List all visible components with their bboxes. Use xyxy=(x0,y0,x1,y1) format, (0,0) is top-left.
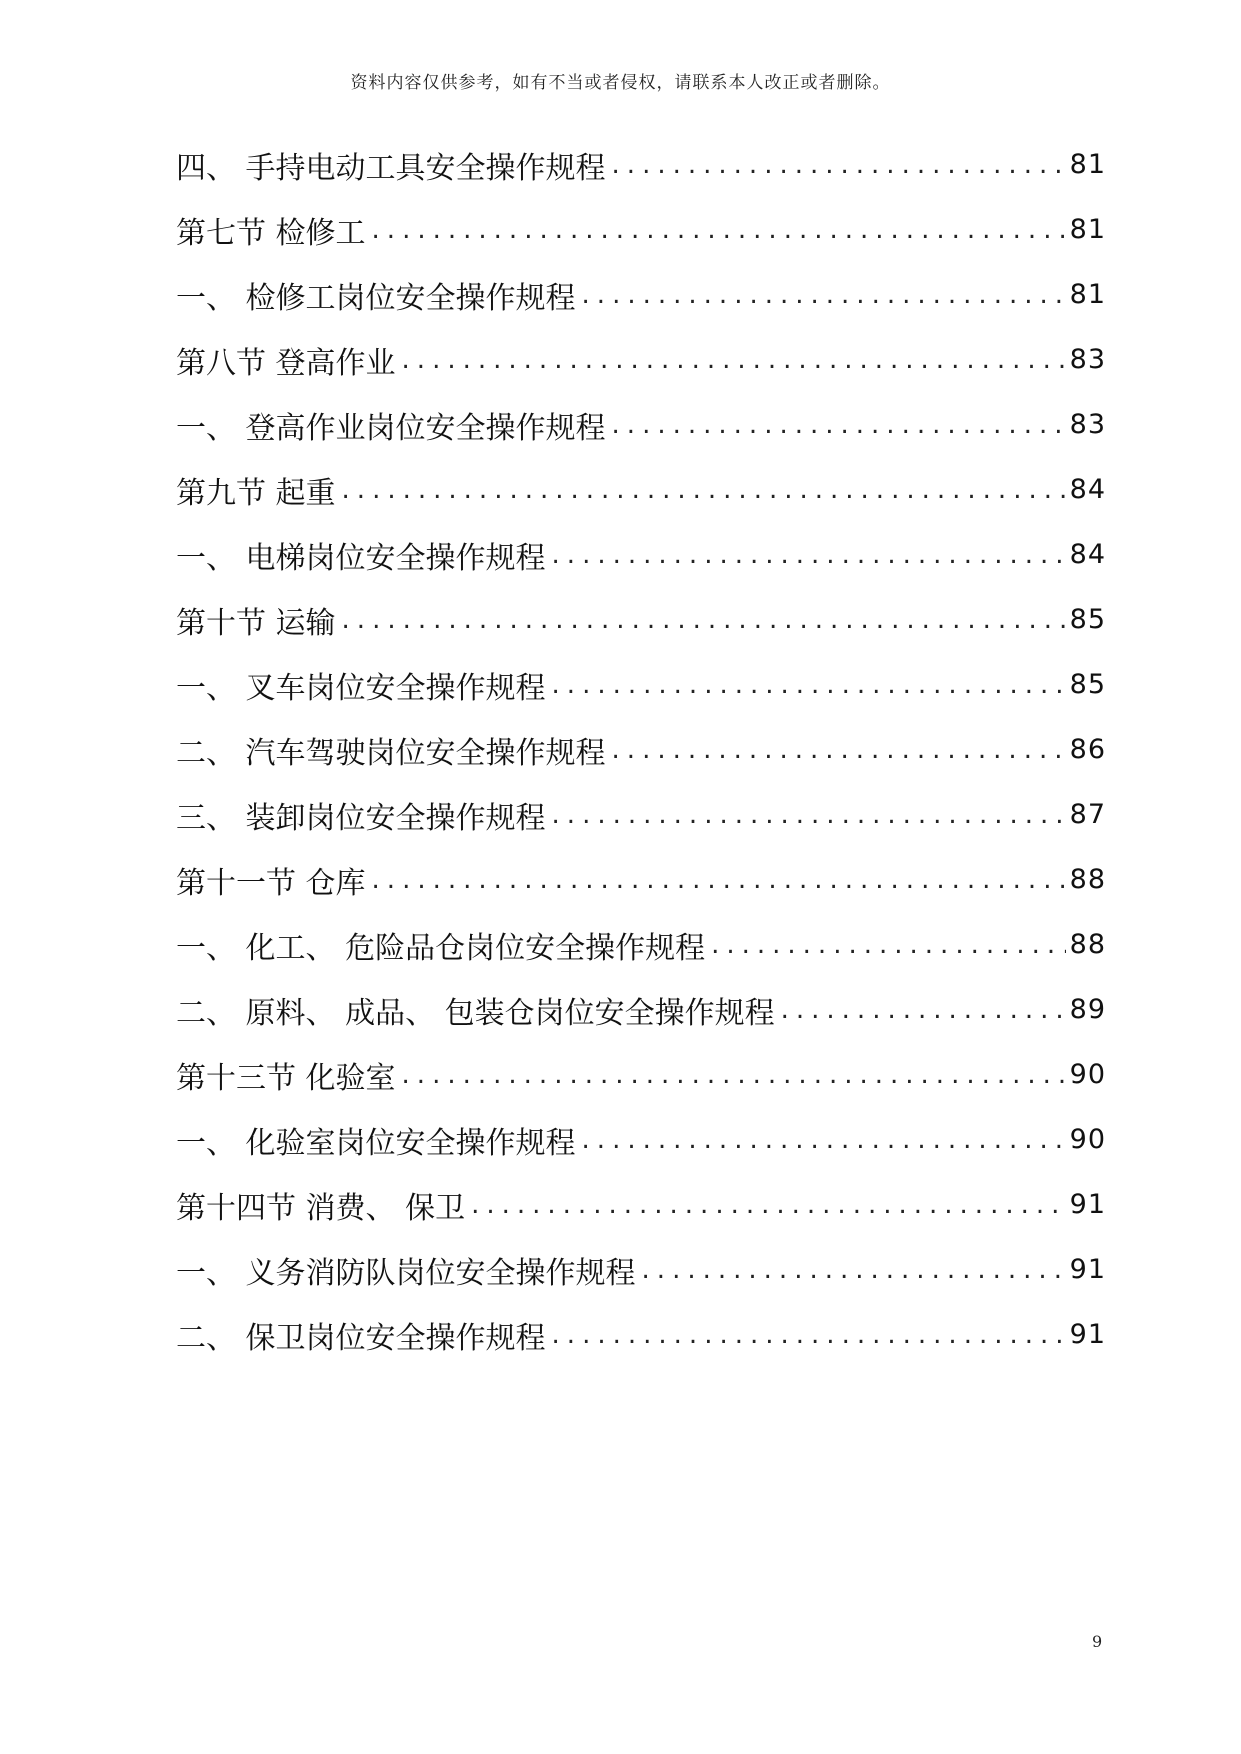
toc-entry-page: 85 xyxy=(1069,669,1106,700)
toc-dot-leader xyxy=(372,215,1066,245)
toc-entry[interactable] xyxy=(176,1172,1106,1237)
toc-entry-title: 二、 汽车驾驶岗位安全操作规程 xyxy=(176,735,606,771)
toc-entry[interactable] xyxy=(176,457,1106,522)
toc-entry[interactable] xyxy=(176,1042,1106,1107)
page-number: 9 xyxy=(1092,1632,1103,1651)
toc-entry[interactable] xyxy=(176,1237,1106,1302)
toc-dot-leader xyxy=(402,345,1066,375)
toc-entry[interactable] xyxy=(176,392,1106,457)
toc-entry-page: 90 xyxy=(1069,1059,1106,1090)
page-header-disclaimer: 资料内容仅供参考，如有不当或者侵权，请联系本人改正或者删除。 xyxy=(350,73,891,93)
toc-dot-leader xyxy=(552,540,1066,570)
toc-dot-leader xyxy=(471,1190,1066,1220)
toc-entry-page: 83 xyxy=(1069,409,1106,440)
toc-dot-leader xyxy=(342,475,1066,505)
toc-entry[interactable] xyxy=(176,782,1106,847)
toc-entry[interactable] xyxy=(176,197,1106,262)
toc-dot-leader xyxy=(552,670,1066,700)
toc-dot-leader xyxy=(372,865,1066,895)
toc-entry-page: 84 xyxy=(1069,539,1106,570)
toc-entry-page: 86 xyxy=(1069,734,1106,765)
toc-entry[interactable] xyxy=(176,977,1106,1042)
toc-entry[interactable] xyxy=(176,717,1106,782)
toc-entry-page: 91 xyxy=(1069,1319,1106,1350)
toc-dot-leader xyxy=(781,995,1066,1025)
toc-entry-page: 88 xyxy=(1069,929,1106,960)
toc-entry-page: 83 xyxy=(1069,344,1106,375)
toc-entry-page: 88 xyxy=(1069,864,1106,895)
toc-entry[interactable] xyxy=(176,522,1106,587)
toc-dot-leader xyxy=(342,605,1066,635)
toc-dot-leader xyxy=(582,280,1066,310)
toc-entry-title: 三、 装卸岗位安全操作规程 xyxy=(176,800,546,836)
toc-entry[interactable] xyxy=(176,912,1106,977)
toc-entry[interactable] xyxy=(176,847,1106,912)
toc-entry-title: 第十一节 仓库 xyxy=(176,865,366,901)
toc-entry-title: 一、 登高作业岗位安全操作规程 xyxy=(176,410,606,446)
toc-entry-title: 四、 手持电动工具安全操作规程 xyxy=(176,150,606,186)
toc-entry-title: 二、 原料、 成品、 包装仓岗位安全操作规程 xyxy=(176,995,775,1031)
toc-entry-page: 85 xyxy=(1069,604,1106,635)
toc-entry-title: 一、 电梯岗位安全操作规程 xyxy=(176,540,546,576)
toc-entry-page: 87 xyxy=(1069,799,1106,830)
toc-entry-title: 一、 检修工岗位安全操作规程 xyxy=(176,280,576,316)
toc-entry[interactable] xyxy=(176,652,1106,717)
toc-entry-title: 第九节 起重 xyxy=(176,475,336,511)
toc-entry-page: 81 xyxy=(1069,149,1106,180)
toc-entry-page: 81 xyxy=(1069,214,1106,245)
toc-entry-page: 91 xyxy=(1069,1189,1106,1220)
toc-entry[interactable] xyxy=(176,1107,1106,1172)
toc-entry-page: 81 xyxy=(1069,279,1106,310)
toc-entry[interactable] xyxy=(176,1302,1106,1367)
toc-dot-leader xyxy=(582,1125,1066,1155)
toc-entry-page: 84 xyxy=(1069,474,1106,505)
toc-entry[interactable] xyxy=(176,587,1106,652)
toc-entry-title: 第十四节 消费、 保卫 xyxy=(176,1190,466,1226)
toc-entry[interactable] xyxy=(176,262,1106,327)
toc-entry-title: 第十三节 化验室 xyxy=(176,1060,396,1096)
toc-entry[interactable] xyxy=(176,327,1106,392)
toc-dot-leader xyxy=(612,735,1066,765)
toc-entry-title: 第十节 运输 xyxy=(176,605,336,641)
toc-entry[interactable] xyxy=(176,132,1106,197)
table-of-contents xyxy=(176,132,1106,1367)
toc-dot-leader xyxy=(711,930,1066,960)
toc-dot-leader xyxy=(552,1320,1066,1350)
toc-entry-title: 二、 保卫岗位安全操作规程 xyxy=(176,1320,546,1356)
toc-entry-title: 第七节 检修工 xyxy=(176,215,366,251)
toc-dot-leader xyxy=(642,1255,1066,1285)
toc-entry-page: 90 xyxy=(1069,1124,1106,1155)
toc-dot-leader xyxy=(612,150,1066,180)
toc-dot-leader xyxy=(552,800,1066,830)
toc-dot-leader xyxy=(612,410,1066,440)
toc-entry-title: 一、 化验室岗位安全操作规程 xyxy=(176,1125,576,1161)
toc-dot-leader xyxy=(402,1060,1066,1090)
toc-entry-title: 一、 叉车岗位安全操作规程 xyxy=(176,670,546,706)
toc-entry-title: 一、 化工、 危险品仓岗位安全操作规程 xyxy=(176,930,706,966)
toc-entry-page: 89 xyxy=(1069,994,1106,1025)
toc-entry-page: 91 xyxy=(1069,1254,1106,1285)
toc-entry-title: 第八节 登高作业 xyxy=(176,345,396,381)
toc-entry-title: 一、 义务消防队岗位安全操作规程 xyxy=(176,1255,636,1291)
